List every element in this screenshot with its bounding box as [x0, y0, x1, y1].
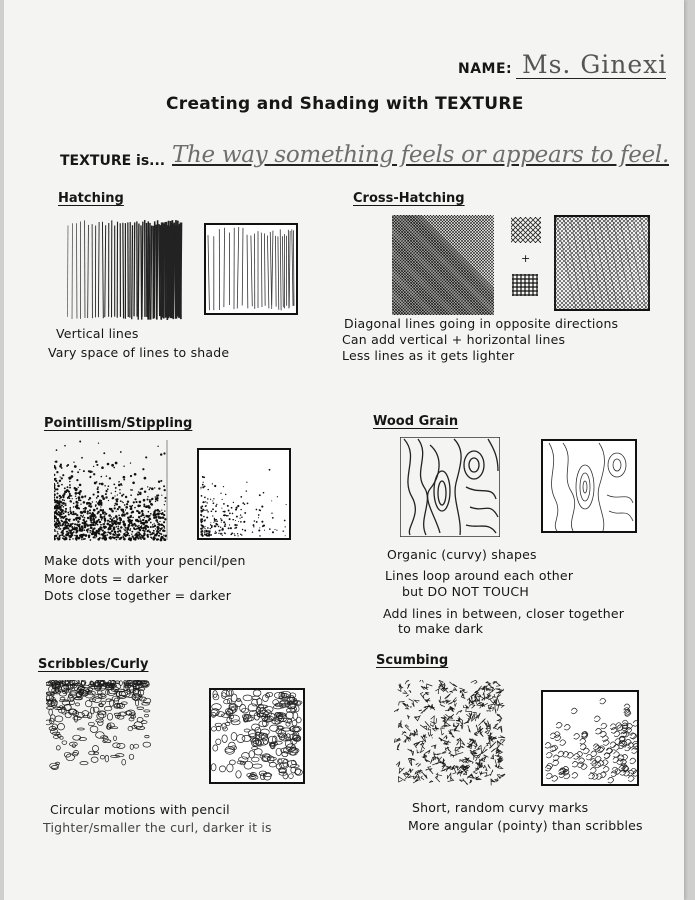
scribble-swatch-outlined-icon	[209, 688, 305, 784]
scribbles-line-2: Tighter/smaller the curl, darker it is	[43, 820, 272, 835]
stippling-swatch-outlined-icon	[197, 448, 291, 540]
pointillism-line-2: More dots = darker	[44, 571, 169, 586]
wood-grain-line-3: but DO NOT TOUCH	[402, 584, 529, 599]
scumbling-heading: Scumbing	[376, 653, 449, 668]
square-grid-icon	[512, 274, 538, 296]
pointillism-line-1: Make dots with your pencil/pen	[44, 553, 246, 568]
scribbles-heading: Scribbles/Curly	[38, 657, 149, 672]
scribbles-line-1: Circular motions with pencil	[50, 802, 230, 817]
stippling-swatch-icon	[54, 440, 170, 544]
cross-hatching-line-1: Diagonal lines going in opposite directions	[344, 316, 619, 331]
diagonal-grid-icon	[511, 217, 541, 243]
worksheet-page	[4, 0, 684, 900]
hatching-swatch-icon	[64, 218, 184, 322]
plus-sign: +	[521, 252, 531, 265]
pointillism-line-3: Dots close together = darker	[44, 588, 232, 603]
wood-grain-swatch-outlined-icon	[541, 439, 637, 533]
name-label: NAME:	[458, 61, 513, 77]
cross-hatching-line-3: Less lines as it gets lighter	[342, 348, 515, 363]
wood-grain-swatch-icon	[400, 437, 500, 537]
pointillism-heading: Pointillism/Stippling	[44, 416, 193, 431]
page-title: Creating and Shading with TEXTURE	[166, 94, 524, 114]
hatching-line-2: Vary space of lines to shade	[48, 345, 230, 360]
wood-grain-line-5: to make dark	[398, 621, 484, 636]
texture-label: TEXTURE is...	[60, 153, 166, 169]
scumbling-line-1: Short, random curvy marks	[412, 800, 589, 815]
scribble-swatch-icon	[46, 680, 152, 780]
hatching-line-1: Vertical lines	[56, 326, 139, 341]
cross-hatching-swatch-outlined-icon	[554, 215, 650, 311]
wood-grain-line-2: Lines loop around each other	[385, 568, 574, 583]
name-underline	[516, 78, 666, 79]
scumbling-swatch-icon	[394, 680, 506, 786]
scumbling-swatch-outlined-icon	[541, 690, 639, 786]
hatching-swatch-outlined-icon	[204, 223, 298, 315]
texture-definition: The way something feels or appears to feel.	[172, 142, 669, 168]
hatching-heading: Hatching	[58, 191, 124, 206]
cross-hatching-line-2: Can add vertical + horizontal lines	[342, 332, 566, 347]
cross-hatching-heading: Cross-Hatching	[353, 191, 465, 206]
wood-grain-heading: Wood Grain	[373, 414, 459, 429]
wood-grain-line-4: Add lines in between, closer together	[383, 606, 625, 621]
wood-grain-line-1: Organic (curvy) shapes	[387, 547, 537, 562]
scumbling-line-2: More angular (pointy) than scribbles	[408, 818, 643, 833]
name-value: Ms. Ginexi	[522, 50, 668, 79]
cross-hatching-swatch-icon	[392, 215, 494, 315]
